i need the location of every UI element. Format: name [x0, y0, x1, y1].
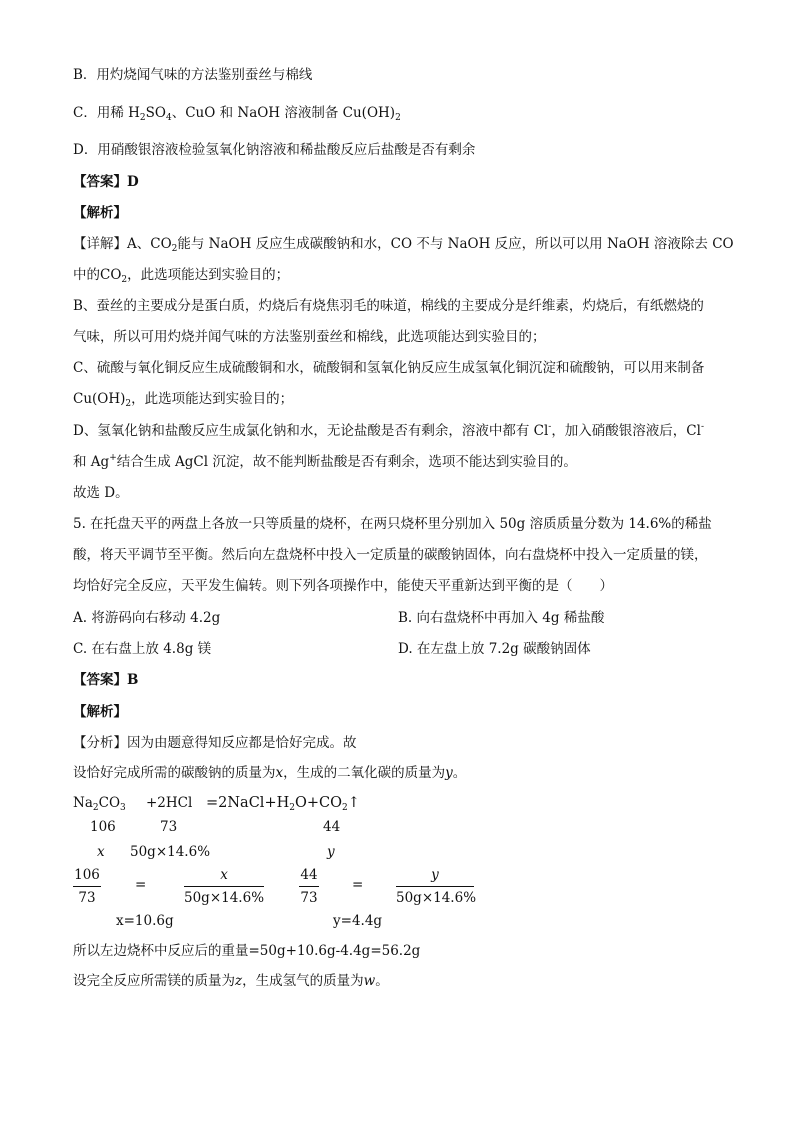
q5-option-d: D. 在左盘上放 7.2g 碳酸钠固体 — [398, 641, 591, 657]
detail-b-line-1: B、蚕丝的主要成分是蛋白质，灼烧后有烧焦羽毛的味道，棉线的主要成分是纤维素，灼烧后，有纸燃烧的 — [73, 298, 704, 314]
equals-sign-1: = — [135, 877, 147, 893]
option-c: C．用稀 $H_2SO_4$、CuO 和 NaOH 溶液制备 $Cu(OH)_2$ — [73, 105, 401, 123]
detail-b-line-2: 气味，所以可用灼烧并闻气味的方法鉴别蚕丝和棉线，此选项能达到实验目的； — [73, 329, 546, 345]
q5-stem-line-3: 均恰好完全反应，天平发生偏转。则下列各项操作中，能使天平重新达到平衡的是（ ） — [73, 578, 613, 594]
detail-c-line-1: C、硫酸与氧化铜反应生成硫酸铜和水，硫酸铜和氢氧化钠反应生成氢氧化铜沉淀和硫酸钠，可以用来制备 — [73, 360, 705, 376]
answer-label-q5: 【答案】B — [73, 672, 139, 688]
equals-sign-2: = — [352, 877, 364, 893]
q5-set-line-2: 设完全反应所需镁的质量为z，生成氢气的质量为w。 — [73, 973, 389, 989]
mass-co2: 44 — [323, 819, 341, 835]
var-x: x — [97, 844, 105, 860]
q5-analysis-line-1: 【分析】因为由题意得知反应都是恰好完成。故 — [73, 735, 357, 751]
detail-d-line-1: D、氢氧化钠和盐酸反应生成氯化钠和水，无论盐酸是否有剩余，溶液中都有 Cl-，加入硝酸银溶液后，Cl- — [73, 422, 705, 439]
var-y: y — [327, 844, 335, 860]
equation-reactant-na2co3: $Na_2CO_3$ — [73, 795, 126, 813]
q5-option-a: A. 将游码向右移动 4.2g — [73, 610, 221, 626]
mass-hcl: 73 — [160, 819, 178, 835]
fraction-44-73: $\frac{44}{73}$ — [300, 867, 318, 906]
result-x: x=10.6g — [116, 913, 174, 929]
fraction-y: $\frac{y}{50g\times 14.6\%}$ — [396, 867, 477, 906]
fraction-106-73: $\frac{106}{73}$ — [74, 867, 100, 906]
q5-stem-line-1: 5. 在托盘天平的两盘上各放一只等质量的烧杯，在两只烧杯里分别加入 50g 溶质质量分数为 14.6%的稀盐 — [73, 516, 712, 532]
q5-set-line-1: 设恰好完成所需的碳酸钠的质量为x，生成的二氧化碳的质量为y。 — [73, 765, 467, 781]
detail-line-2: 中的$CO_2$，此选项能达到实验目的； — [73, 267, 290, 285]
result-y: y=4.4g — [333, 913, 383, 929]
detail-c-line-2: $Cu(OH)_2$，此选项能达到实验目的； — [73, 391, 294, 409]
analysis-label-q5: 【解析】 — [73, 704, 127, 720]
detail-d-line-2: 和 Ag+结合生成 AgCl 沉淀，故不能判断盐酸是否有剩余，选项不能达到实验目的。 — [73, 453, 577, 470]
option-b: B．用灼烧闻气味的方法鉴别蚕丝与棉线 — [73, 67, 313, 83]
detail-line-1: 【详解】A、$CO_2$能与 NaOH 反应生成碳酸钠和水，CO 不与 NaOH 反应，所以可以用 NaOH 溶液除去 CO — [73, 236, 734, 254]
q5-option-c: C. 在右盘上放 4.8g 镁 — [73, 641, 212, 657]
mass-na2co3: 106 — [90, 819, 116, 835]
option-d: D．用硝酸银溶液检验氢氧化钠溶液和稀盐酸反应后盐酸是否有剩余 — [73, 142, 476, 158]
left-weight-line: 所以左边烧杯中反应后的重量=50g+10.6g-4.4g=56.2g — [73, 943, 421, 959]
hcl-amount: 50g×14.6% — [130, 844, 211, 860]
equation-products: $=2NaCl+H_2O+CO_2↑$ — [206, 795, 360, 813]
equation-reactant-hcl: +2HCl — [146, 795, 193, 811]
conclusion-q4: 故选 D。 — [73, 485, 129, 501]
q5-option-b: B. 向右盘烧杯中再加入 4g 稀盐酸 — [398, 610, 605, 626]
fraction-x: $\frac{x}{50g\times 14.6\%}$ — [184, 867, 265, 906]
analysis-label-q4: 【解析】 — [73, 205, 127, 221]
q5-stem-line-2: 酸，将天平调节至平衡。然后向左盘烧杯中投入一定质量的碳酸钠固体，向右盘烧杯中投入一定质量的镁， — [73, 547, 708, 563]
answer-label-q4: 【答案】D — [73, 174, 139, 190]
